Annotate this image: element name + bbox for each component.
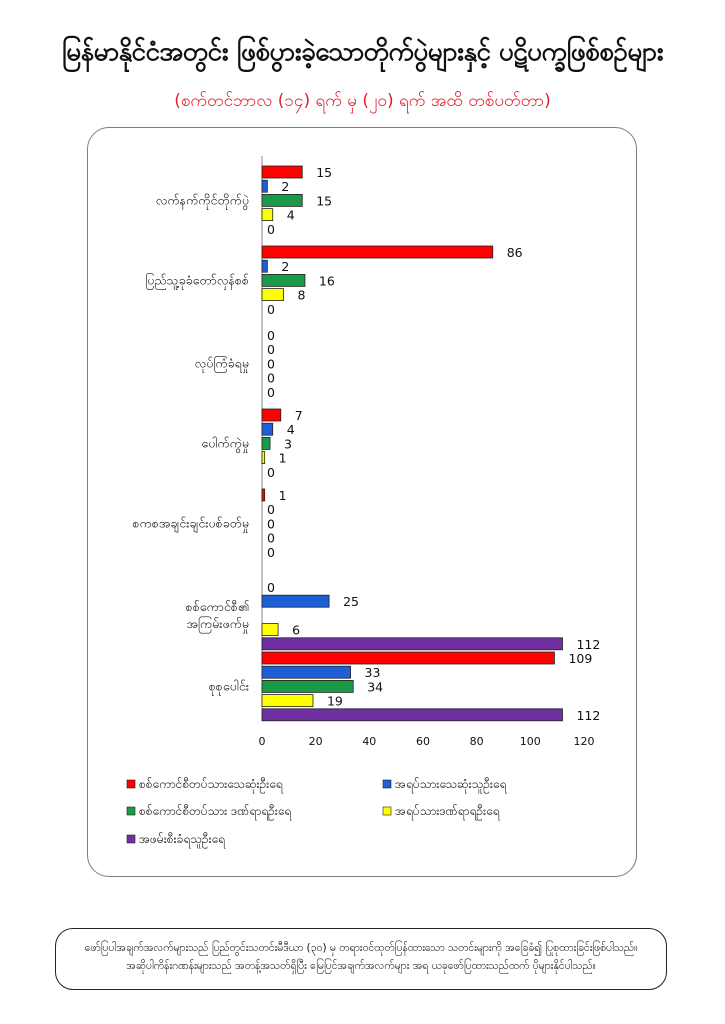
x-tick-label-6: 120: [573, 735, 595, 748]
category-label-5: စစ်ကောင်စီ၏: [185, 598, 249, 614]
bar-6-1: [262, 666, 351, 678]
bar-0-2: [262, 194, 302, 206]
data-label-0-2: 15: [316, 193, 333, 209]
data-label-3-3: 1: [278, 450, 287, 466]
legend-swatch-1: [383, 780, 391, 788]
category-label-1: ပြည်သူ့ခုခံတော်လှန်စစ်: [145, 272, 249, 288]
data-label-0-1: 2: [281, 179, 290, 195]
data-label-1-1: 2: [281, 259, 290, 275]
bar-5-3: [262, 624, 278, 636]
legend-label-2: စစ်ကောင်စီတပ်သား ဒဏ်ရာရဦးရေ: [139, 804, 292, 818]
data-label-0-4: 0: [267, 221, 275, 237]
data-label-3-4: 0: [267, 464, 275, 480]
legend-swatch-4: [127, 835, 135, 843]
bar-5-1: [262, 595, 329, 607]
data-label-1-2: 16: [318, 273, 335, 289]
data-label-2-0: 0: [267, 328, 275, 343]
page-title: မြန်မာနိုင်ငံအတွင်း ဖြစ်ပွားခဲ့သောတိုက်ပွဲများနှင့် ပဋိပက္ခဖြစ်စဉ်များ: [61, 37, 664, 67]
page-subtitle: (စက်တင်ဘာလ (၁၄) ရက် မှ (၂၀) ရက် အထိ တစ်ပတ်တာ): [174, 91, 551, 111]
data-label-2-1: 0: [267, 342, 275, 358]
bar-0-3: [262, 209, 273, 221]
data-label-0-3: 4: [286, 207, 295, 223]
source-note-line-1: ဖော်ပြပါအချက်အလက်များသည် ပြည်တွင်းသတင်းမီဒီယာ (၃၀) မှ တရားဝင်ထုတ်ပြန်ထားသော သတင်းများကို အခြေခံ၍ ပြုစုထားခြင်းဖြစ်ပါသည်။: [84, 942, 638, 954]
data-label-1-3: 8: [297, 287, 306, 303]
bar-0-0: [262, 166, 302, 178]
data-label-2-2: 0: [267, 356, 275, 372]
bar-1-2: [262, 274, 305, 286]
data-label-4-0: 1: [278, 488, 287, 503]
category-label-4: စကစအချင်းချင်းပစ်ခတ်မှု: [132, 515, 249, 531]
x-tick-label-5: 100: [519, 735, 541, 748]
legend-swatch-2: [127, 807, 135, 815]
bar-3-1: [262, 423, 273, 435]
data-label-0-0: 15: [316, 165, 333, 180]
bar-1-3: [262, 289, 283, 301]
data-label-3-2: 3: [284, 436, 293, 452]
x-tick-label-2: 40: [362, 735, 377, 748]
data-label-4-2: 0: [267, 516, 275, 532]
bar-0-1: [262, 180, 267, 192]
x-tick-label-0: 0: [258, 735, 266, 748]
category-label-3: ပေါက်ကွဲမှု: [201, 435, 249, 451]
data-label-3-0: 7: [294, 408, 303, 423]
x-tick-label-1: 20: [308, 735, 323, 748]
data-label-5-3: 6: [292, 622, 301, 638]
data-label-5-4: 112: [576, 636, 601, 652]
legend-label-4: အဖမ်းစီးခံရသူဦးရေ: [139, 832, 225, 846]
data-label-6-1: 33: [364, 665, 381, 681]
data-label-4-4: 0: [267, 544, 275, 560]
bar-6-2: [262, 680, 353, 692]
bar-3-2: [262, 437, 270, 449]
x-tick-label-4: 80: [469, 735, 484, 748]
data-label-6-3: 19: [326, 693, 343, 709]
legend-swatch-3: [383, 807, 391, 815]
legend-label-1: အရပ်သားသေဆုံးသူဦးရေ: [395, 777, 507, 791]
bar-3-0: [262, 409, 281, 421]
category-label-6: စုစုပေါင်း: [208, 678, 249, 694]
bar-5-4: [262, 638, 562, 650]
data-label-1-0: 86: [506, 245, 523, 260]
bar-4-0: [262, 489, 265, 501]
legend-swatch-0: [127, 780, 135, 788]
bar-1-1: [262, 260, 267, 272]
legend-label-3: အရပ်သားဒဏ်ရာရဦးရေ: [395, 804, 500, 818]
data-label-2-4: 0: [267, 384, 275, 400]
source-note-line-2: အဆိုပါကိန်းဂဏန်းများသည် အတန့်အသတ်ရှိပြီး မြေပြင်အချက်အလက်များ အရ ယခုဖော်ပြထားသည်ထက် ပိုများနိုင်ပါသည်။: [126, 960, 596, 972]
data-label-3-1: 4: [286, 422, 295, 438]
data-label-4-3: 0: [267, 530, 275, 546]
data-label-6-2: 34: [367, 679, 384, 695]
data-label-2-3: 0: [267, 370, 275, 386]
data-label-4-1: 0: [267, 502, 275, 518]
data-label-6-0: 109: [568, 651, 593, 666]
category-label-0: လက်နက်ကိုင်တိုက်ပွဲ: [155, 192, 249, 208]
data-label-5-0: 0: [267, 580, 275, 595]
bar-6-0: [262, 652, 554, 664]
bar-6-4: [262, 709, 562, 721]
data-label-1-4: 0: [267, 301, 275, 317]
data-label-5-1: 25: [343, 594, 359, 610]
category-label-5: အကြမ်းဖက်မှု: [186, 615, 249, 631]
source-note: [55, 928, 667, 990]
legend-label-0: စစ်ကောင်စီတပ်သားသေဆုံးဦးရေ: [139, 777, 283, 791]
bar-3-3: [262, 452, 265, 464]
bar-6-3: [262, 695, 313, 707]
category-label-2: လုပ်ကြံခံရမှု: [194, 355, 249, 371]
data-label-6-4: 112: [576, 707, 601, 723]
bar-1-0: [262, 246, 493, 258]
x-tick-label-3: 60: [415, 735, 430, 748]
